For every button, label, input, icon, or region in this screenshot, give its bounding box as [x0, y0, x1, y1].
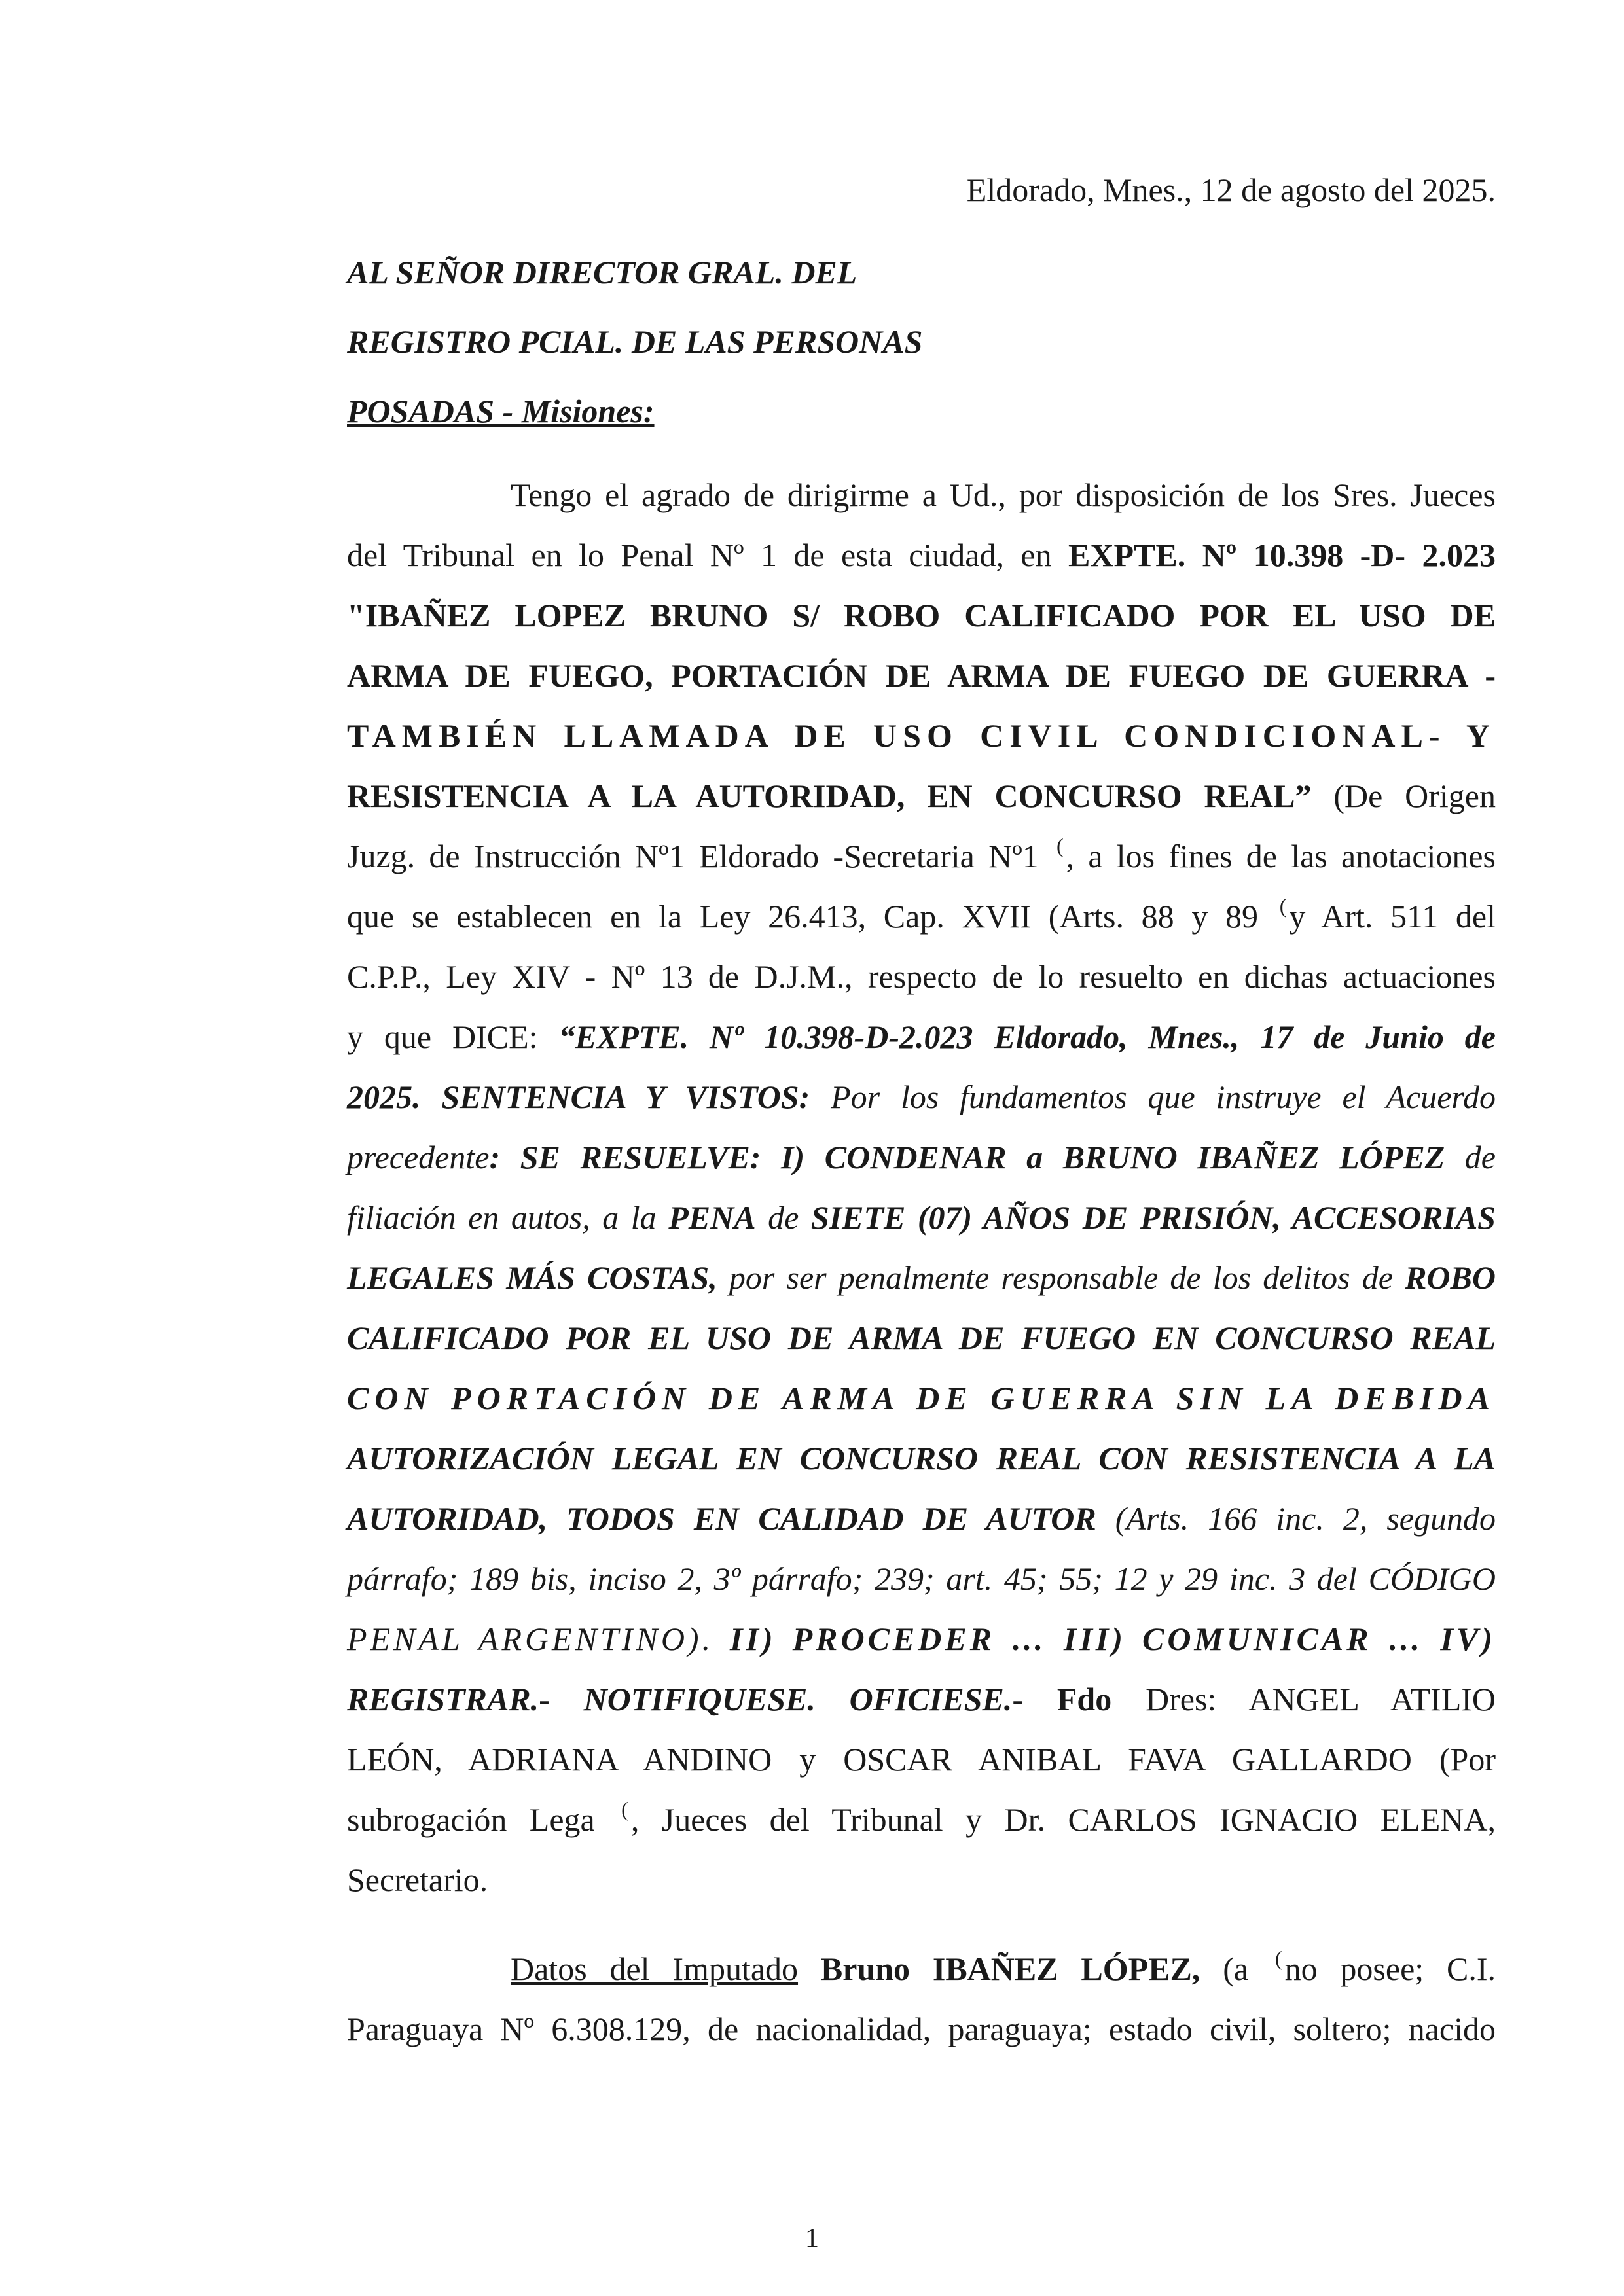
addressee-line-3: POSADAS - Misiones: [347, 393, 655, 429]
body-line: CALIFICADO POR EL USO DE ARMA DE FUEGO EN CONCURSO REAL [347, 1319, 1496, 1356]
body-line: CON PORTACIÓN DE ARMA DE GUERRA SIN LA DEBIDA [347, 1380, 1496, 1416]
date-line: Eldorado, Mnes., 12 de agosto del 2025. [966, 171, 1496, 208]
page-number: 1 [805, 2223, 819, 2253]
body-line: párrafo; 189 bis, inciso 2, 3º párrafo; 239; art. 45; 55; 12 y 29 inc. 3 del CÓDIGO [347, 1560, 1496, 1597]
body-line: PENAL ARGENTINO). II) PROCEDER … III) COMUNICAR … IV) [347, 1621, 1496, 1657]
body-line: filiación en autos, a la PENA de SIETE (07) AÑOS DE PRISIÓN, ACCESORIAS [347, 1199, 1496, 1236]
body-line: ARMA DE FUEGO, PORTACIÓN DE ARMA DE FUEGO DE GUERRA - [347, 657, 1496, 694]
body-line: Datos del Imputado Bruno IBAÑEZ LÓPEZ, (a (no posee; C.I. [511, 1946, 1496, 1987]
addressee-line-1: AL SEÑOR DIRECTOR GRAL. DEL [347, 254, 857, 291]
body-line: C.P.P., Ley XIV - Nº 13 de D.J.M., respecto de lo resuelto en dichas actuaciones [347, 958, 1496, 995]
body-line: que se establecen en la Ley 26.413, Cap. XVII (Arts. 88 y 89 (y Art. 511 del [347, 894, 1496, 935]
body-line: Tengo el agrado de dirigirme a Ud., por disposición de los Sres. Jueces [511, 476, 1496, 513]
body-line: precedente: SE RESUELVE: I) CONDENAR a BRUNO IBAÑEZ LÓPEZ de [347, 1139, 1496, 1175]
body-line: LEÓN, ADRIANA ANDINO y OSCAR ANIBAL FAVA GALLARDO (Por [347, 1741, 1496, 1778]
body-line: 2025. SENTENCIA Y VISTOS: Por los fundamentos que instruye el Acuerdo [347, 1079, 1496, 1115]
body-line: TAMBIÉN LLAMADA DE USO CIVIL CONDICIONAL- Y [347, 717, 1496, 754]
body-line: y que DICE: “EXPTE. Nº 10.398-D-2.023 Eldorado, Mnes., 17 de Junio de [347, 1018, 1496, 1055]
body-line: RESISTENCIA A LA AUTORIDAD, EN CONCURSO REAL” (De Origen [347, 778, 1496, 814]
body-line: LEGALES MÁS COSTAS, por ser penalmente responsable de los delitos de ROBO [347, 1259, 1496, 1296]
addressee-line-2: REGISTRO PCIAL. DE LAS PERSONAS [347, 323, 923, 360]
body-line: Secretario. [347, 1861, 488, 1898]
body-line: Paraguaya Nº 6.308.129, de nacionalidad, paraguaya; estado civil, soltero; nacido [347, 2011, 1496, 2047]
body-line: REGISTRAR.- NOTIFIQUESE. OFICIESE.- Fdo Dres: ANGEL ATILIO [347, 1681, 1496, 1717]
body-line: AUTORIZACIÓN LEGAL EN CONCURSO REAL CON RESISTENCIA A LA [347, 1440, 1496, 1477]
body-line: "IBAÑEZ LOPEZ BRUNO S/ ROBO CALIFICADO POR EL USO DE [347, 597, 1496, 634]
body-line: del Tribunal en lo Penal Nº 1 de esta ciudad, en EXPTE. Nº 10.398 -D- 2.023 [347, 537, 1496, 573]
body-line: Juzg. de Instrucción Nº1 Eldorado -Secretaria Nº1 (, a los fines de las anotaciones [347, 834, 1496, 874]
body-line: subrogación Lega (, Jueces del Tribunal y Dr. CARLOS IGNACIO ELENA, [347, 1797, 1496, 1838]
body-line: AUTORIDAD, TODOS EN CALIDAD DE AUTOR (Arts. 166 inc. 2, segundo [347, 1500, 1496, 1537]
